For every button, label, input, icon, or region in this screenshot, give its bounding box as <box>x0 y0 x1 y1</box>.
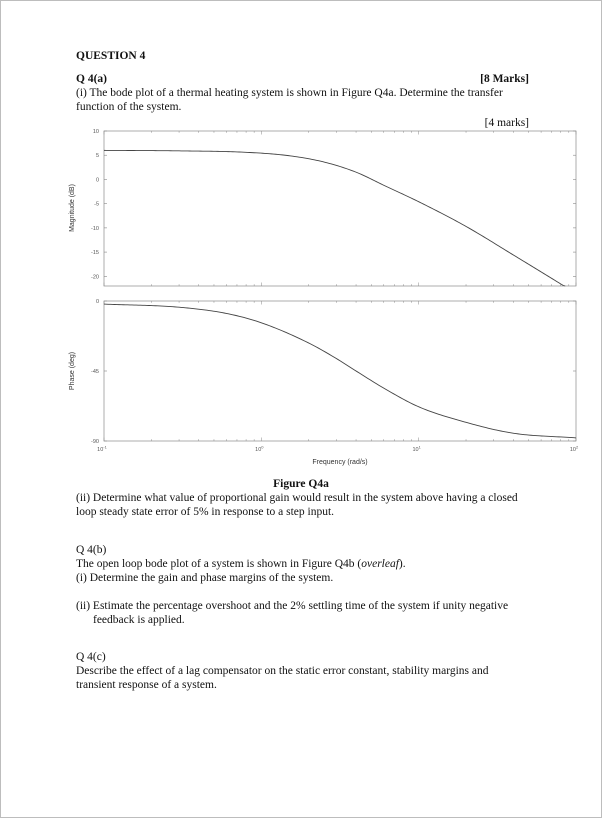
q4a-marks: [8 Marks] <box>480 73 529 85</box>
q4a-label: Q 4(a) <box>76 73 107 85</box>
magnitude-y-tick-label: -5 <box>94 201 99 208</box>
x-tick-label: $10^0$ <box>255 444 264 453</box>
magnitude-y-tick-label: -10 <box>91 225 99 232</box>
q4a-part-i-line1: (i) The bode plot of a thermal heating system is shown in Figure Q4a. Determine the transfer <box>76 87 503 99</box>
magnitude-ylabel: Magnitude (dB) <box>69 184 76 232</box>
q4b-intro-prefix: The open loop bode plot of a system is shown in Figure Q4b ( <box>76 558 362 570</box>
q4a-part-i-line2: function of the system. <box>76 101 182 113</box>
x-tick-label: $10^2$ <box>569 444 579 453</box>
q4b-intro <box>76 558 406 571</box>
q4a-part-ii-line1: (ii) Determine what value of proportional gain would result in the system above having a closed <box>76 492 518 504</box>
magnitude-y-tick-label: 5 <box>95 153 99 160</box>
x-tick-label: $10^{-1}$ <box>97 444 107 453</box>
phase-y-tick-label: -45 <box>91 369 99 375</box>
q4b-part-ii-line1: (ii) Estimate the percentage overshoot and the 2% settling time of the system if unity negative <box>76 600 509 612</box>
q4b-intro-suffix: ). <box>398 558 406 570</box>
phase-ylabel: Phase (deg) <box>69 351 76 391</box>
q4c-label: Q 4(c) <box>76 651 106 663</box>
magnitude-axes-frame <box>104 131 576 286</box>
q4c-line1: Describe the effect of a lag compensator on the static error constant, stability margins and <box>76 665 489 677</box>
q4b-part-i: (i) Determine the gain and phase margins of the system. <box>76 572 334 584</box>
frequency-xlabel: Frequency (rad/s) <box>312 459 368 466</box>
q4b-part-ii-line2: feedback is applied. <box>93 614 185 626</box>
q4a-part-i-marks: [4 marks] <box>484 117 529 129</box>
figure-caption: Figure Q4a <box>273 478 329 490</box>
magnitude-y-tick-label: -15 <box>91 250 99 257</box>
q4b-label: Q 4(b) <box>76 544 107 556</box>
q4a-part-ii-line2: loop steady state error of 5% in response to a step input. <box>76 506 335 518</box>
x-tick-label: $10^1$ <box>412 444 421 453</box>
q4c-line2: transient response of a system. <box>76 679 217 691</box>
q4b-intro-overleaf: overleaf <box>361 558 399 570</box>
magnitude-y-tick-label: 0 <box>95 177 99 184</box>
bode-plot-figure <box>56 126 579 471</box>
question-heading: QUESTION 4 <box>76 50 146 62</box>
phase-y-tick-label: 0 <box>95 299 99 305</box>
phase-y-tick-label: -90 <box>91 439 99 445</box>
phase-axes-frame <box>104 301 576 441</box>
magnitude-y-tick-label: 10 <box>92 129 99 135</box>
magnitude-y-tick-label: -20 <box>91 274 99 281</box>
